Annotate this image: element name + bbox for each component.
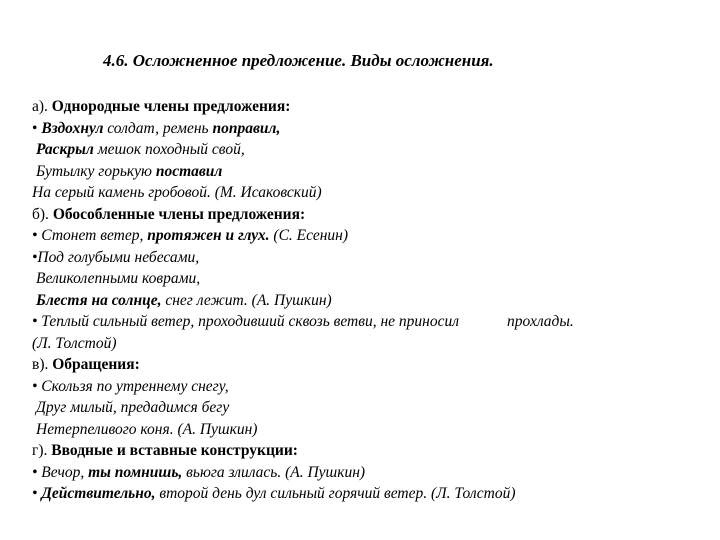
example-text: мешок походный свой, bbox=[93, 141, 245, 158]
example-line bbox=[32, 376, 712, 398]
example-text: Нетерпеливого коня. (А. Пушкин) bbox=[36, 420, 258, 438]
section-b-heading bbox=[32, 204, 712, 226]
example-text: снег лежит. (А. Пушкин) bbox=[161, 291, 332, 309]
example-text: • Скользя по утреннему снегу, bbox=[32, 377, 229, 395]
section-title: Обособленные члены предложения: bbox=[52, 205, 306, 223]
emphasis: Действительно, bbox=[41, 485, 156, 502]
example-line bbox=[32, 419, 712, 441]
section-title: Обращения: bbox=[52, 356, 140, 373]
example-text: второй день дул сильный горячий ветер. (Л. Толстой) bbox=[155, 485, 516, 502]
example-line bbox=[32, 139, 712, 161]
example-line bbox=[32, 161, 712, 183]
emphasis: протяжен и глух. bbox=[147, 227, 270, 244]
example-text: Бутылку горькую bbox=[36, 162, 156, 180]
example-text: •Под голубыми небесами, bbox=[32, 248, 200, 266]
section-title: Однородные члены предложения: bbox=[51, 98, 291, 115]
example-text: солдат, ремень bbox=[103, 119, 213, 137]
bullet: • bbox=[32, 119, 42, 137]
section-marker: а). bbox=[32, 98, 52, 115]
example-line bbox=[32, 462, 712, 484]
example-text: прохлады. bbox=[507, 313, 574, 330]
section-g-heading bbox=[32, 440, 712, 462]
emphasis: ты помнишь, bbox=[88, 463, 183, 481]
example-line bbox=[32, 483, 712, 505]
section-marker: б). bbox=[32, 205, 53, 223]
example-line bbox=[32, 268, 712, 290]
example-line bbox=[32, 311, 712, 333]
example-text: Друг милый, предадимся бегу bbox=[36, 399, 230, 416]
example-text: • Стонет ветер, bbox=[32, 227, 148, 244]
emphasis: Вздохнул bbox=[41, 119, 104, 137]
example-text: вьюга злилась. (А. Пушкин) bbox=[182, 463, 366, 481]
example-line bbox=[32, 118, 712, 140]
example-text: • Вечор, bbox=[32, 463, 89, 481]
example-text: На серый камень гробовой. (М. Исаковский) bbox=[32, 184, 322, 201]
emphasis: Блестя на солнце, bbox=[36, 291, 162, 309]
emphasis: Раскрыл bbox=[36, 141, 94, 158]
example-text: • Теплый сильный ветер, проходивший сквозь ветви, не приносил bbox=[32, 313, 459, 330]
example-text: • bbox=[32, 485, 42, 502]
emphasis: поставил bbox=[155, 162, 223, 180]
section-title: Вводные и вставные конструкции: bbox=[51, 442, 298, 459]
section-a-heading bbox=[32, 96, 712, 118]
page-title: 4.6. Осложненное предложение. Виды осложнения. bbox=[103, 51, 494, 70]
example-text: Великолепными коврами, bbox=[36, 270, 201, 287]
emphasis: поправил, bbox=[212, 119, 281, 137]
document-body bbox=[32, 96, 712, 505]
section-marker: г). bbox=[32, 442, 52, 459]
section-v-heading bbox=[32, 354, 712, 376]
example-line bbox=[32, 290, 712, 312]
section-marker: в). bbox=[32, 356, 53, 373]
example-line bbox=[32, 397, 712, 419]
example-line bbox=[32, 225, 712, 247]
example-line bbox=[32, 333, 712, 355]
example-line bbox=[32, 247, 712, 269]
example-line bbox=[32, 182, 712, 204]
example-text: (Л. Толстой) bbox=[32, 334, 117, 352]
example-text: (С. Есенин) bbox=[269, 227, 348, 244]
